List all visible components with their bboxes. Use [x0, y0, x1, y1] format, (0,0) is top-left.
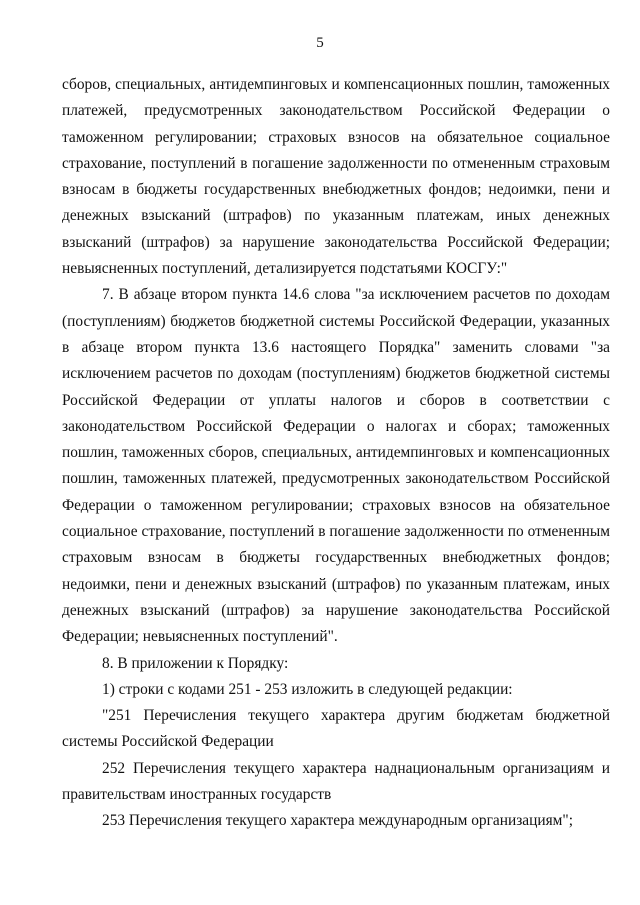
paragraph-code-252: 252 Перечисления текущего характера наднациональным организациям и правительствам иностранных государств [62, 759, 610, 804]
paragraph-code-253: 253 Перечисления текущего характера международным организациям"; [102, 812, 573, 830]
paragraph-item-7: 7. В абзаце втором пункта 14.6 слова "за исключением расчетов по доходам (поступлениям) бюджетов бюджетной системы Российской Федерации, указанных в абзаце втором пункта 13.6 настоящего Порядка" заменить словами "за исключением расчетов по доходам (поступлениям) бюджетов бюджетной системы Российской Федерации от уплаты налогов и сборов в соответствии с законодательством Российской Федерации о налогах и сборах; таможенных пошлин, таможенных сборов, специальных, антидемпинговых и компенсационных пошлин, таможенных платежей, предусмотренных законодательством Российской Федерации о таможенном регулировании; страховых взносов на обязательное социальное страхование, поступлений в погашение задолженности по отмененным страховым взносам в бюджеты государственных внебюджетных фондов; недоимки, пени и денежных взысканий (штрафов) по указанным платежам, иных денежных взысканий (штрафов) за нарушение законодательства Российской Федерации; невыясненных поступлений". [62, 286, 610, 646]
paragraph-code-251: "251 Перечисления текущего характера другим бюджетам бюджетной системы Российской Федерации [62, 707, 610, 751]
paragraph-subitem-1: 1) строки с кодами 251 - 253 изложить в следующей редакции: [102, 680, 513, 698]
page-number: 5 [316, 35, 324, 51]
paragraph-continuation: сборов, специальных, антидемпинговых и компенсационных пошлин, таможенных платежей, предусмотренных законодательством Российской Федерации о таможенном регулировании; страховых взносов на обязательное социальное страхование, поступлений в погашение задолженности по отмененным страховым взносам в бюджеты государственных внебюджетных фондов; недоимки, пени и денежных взысканий (штрафов) по указанным платежам, иных денежных взысканий (штрафов) за нарушение законодательства Российской Федерации; невыясненных поступлений, детализируется подстатьями КОСГУ:" [62, 76, 610, 278]
paragraph-item-8: 8. В приложении к Порядку: [102, 654, 289, 672]
document-body [62, 72, 610, 835]
